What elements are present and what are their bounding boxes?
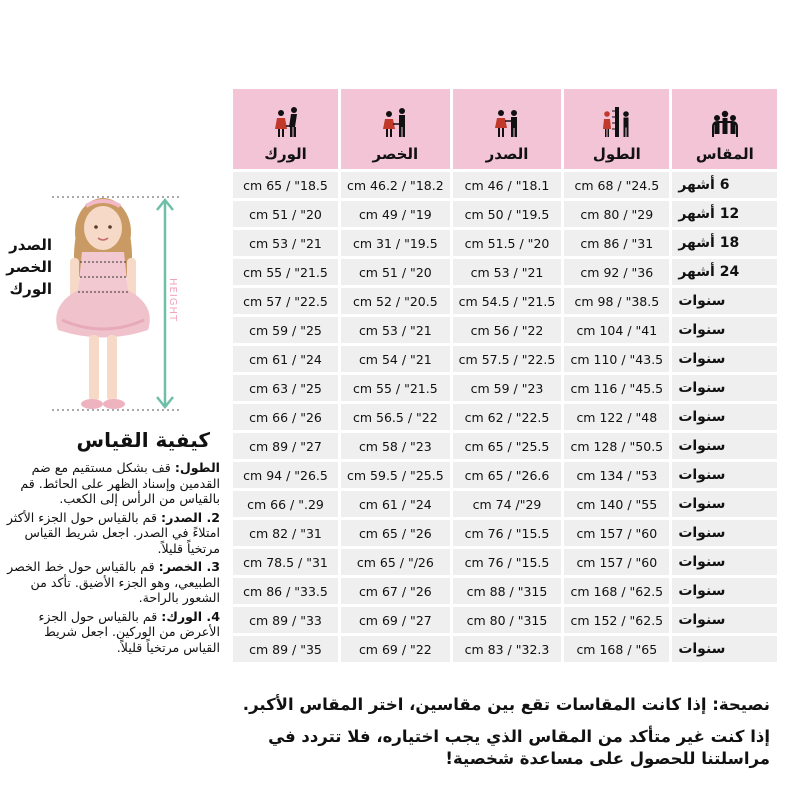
cell-height: 60" / 157 cm bbox=[564, 549, 669, 575]
instruction-step-chest bbox=[4, 510, 220, 557]
cell-size: 24 أشهر bbox=[672, 259, 777, 285]
cell-waist: 20" / 51 cm bbox=[341, 259, 450, 285]
tip-line-1: نصيحة: إذا كانت المقاسات تقع بين مقاسين، اختر المقاس الأكبر. bbox=[242, 695, 770, 714]
cell-chest: 15.5" / 76 cm bbox=[453, 549, 562, 575]
cell-height: 31" / 86 cm bbox=[564, 230, 669, 256]
table-row bbox=[233, 404, 777, 430]
cell-waist: 21" / 54 cm bbox=[341, 346, 450, 372]
cell-height: 36" / 92 cm bbox=[564, 259, 669, 285]
cell-chest: 32.3" / 83 cm bbox=[453, 636, 562, 662]
step-text: قف بشكل مستقيم مع ضم القدمين وإسناد الظهر على الحائط. قم بالقياس من الرأس إلى الكعب. bbox=[20, 460, 220, 506]
cell-hip: 31" / 78.5 cm bbox=[233, 549, 338, 575]
girl-figure-image bbox=[0, 180, 220, 420]
table-row bbox=[233, 433, 777, 459]
cell-waist: 21.5" / 55 cm bbox=[341, 375, 450, 401]
cell-chest: 21" / 53 cm bbox=[453, 259, 562, 285]
cell-hip: 29." / 66 cm bbox=[233, 491, 338, 517]
step-label: الطول: bbox=[174, 460, 220, 475]
cell-hip: 27" / 89 cm bbox=[233, 433, 338, 459]
cell-chest: 26.6" / 65 cm bbox=[453, 462, 562, 488]
cell-chest: 21.5" / 54.5 cm bbox=[453, 288, 562, 314]
cell-chest: 29"/ 74 cm bbox=[453, 491, 562, 517]
cell-chest: 23" / 59 cm bbox=[453, 375, 562, 401]
cell-waist: 20.5" / 52 cm bbox=[341, 288, 450, 314]
height-measure-icon bbox=[600, 105, 634, 139]
chest-measure-icon bbox=[490, 105, 524, 139]
cell-height: 62.5" / 168 cm bbox=[564, 578, 669, 604]
cell-chest: 22" / 56 cm bbox=[453, 317, 562, 343]
cell-waist: 22" / 69 cm bbox=[341, 636, 450, 662]
cell-height: 65" / 168 cm bbox=[564, 636, 669, 662]
instruction-step-height bbox=[4, 460, 220, 507]
cell-size: سنوات bbox=[672, 607, 777, 633]
cell-waist: 25.5" / 59.5 cm bbox=[341, 462, 450, 488]
cell-height: 43.5" / 110 cm bbox=[564, 346, 669, 372]
table-row bbox=[233, 636, 777, 662]
hip-measure-icon bbox=[269, 105, 303, 139]
table-row bbox=[233, 578, 777, 604]
cell-chest: 315" / 80 cm bbox=[453, 607, 562, 633]
cell-hip: 21" / 53 cm bbox=[233, 230, 338, 256]
cell-hip: 33" / 89 cm bbox=[233, 607, 338, 633]
waist-label: الخصر bbox=[6, 258, 52, 276]
cell-chest: 22.5" / 57.5 cm bbox=[453, 346, 562, 372]
header-waist: الخصر bbox=[341, 89, 450, 169]
table-row bbox=[233, 317, 777, 343]
table-row bbox=[233, 259, 777, 285]
cell-hip: 18.5" / 65 cm bbox=[233, 172, 338, 198]
instruction-step-hip bbox=[4, 609, 220, 656]
cell-height: 50.5" / 128 cm bbox=[564, 433, 669, 459]
table-row bbox=[233, 520, 777, 546]
cell-chest: 25.5" / 65 cm bbox=[453, 433, 562, 459]
table-row bbox=[233, 462, 777, 488]
cell-chest: 22.5" / 62 cm bbox=[453, 404, 562, 430]
cell-height: 48" / 122 cm bbox=[564, 404, 669, 430]
step-label: 4. الورك: bbox=[161, 608, 220, 624]
step-label: 2. الصدر: bbox=[161, 509, 220, 525]
instructions-title: كيفية القياس bbox=[76, 428, 210, 452]
table-header-row bbox=[233, 89, 777, 169]
cell-waist: 18.2" / 46.2 cm bbox=[341, 172, 450, 198]
table-row bbox=[233, 288, 777, 314]
cell-height: 38.5" / 98 cm bbox=[564, 288, 669, 314]
cell-size: 6 أشهر bbox=[672, 172, 777, 198]
cell-size: سنوات bbox=[672, 578, 777, 604]
cell-hip: 35" / 89 cm bbox=[233, 636, 338, 662]
table-row bbox=[233, 549, 777, 575]
cell-hip: 25" / 63 cm bbox=[233, 375, 338, 401]
table-row bbox=[233, 491, 777, 517]
cell-size: سنوات bbox=[672, 288, 777, 314]
cell-size: 18 أشهر bbox=[672, 230, 777, 256]
how-to-measure-section bbox=[4, 428, 220, 658]
cell-hip: 25" / 59 cm bbox=[233, 317, 338, 343]
cell-hip: 22.5" / 57 cm bbox=[233, 288, 338, 314]
table-row bbox=[233, 346, 777, 372]
cell-size: سنوات bbox=[672, 404, 777, 430]
instruction-step-waist bbox=[4, 559, 220, 606]
cell-height: 60" / 157 cm bbox=[564, 520, 669, 546]
cell-size: سنوات bbox=[672, 491, 777, 517]
family-size-icon bbox=[708, 105, 742, 139]
table-row bbox=[233, 375, 777, 401]
cell-height: 41" / 104 cm bbox=[564, 317, 669, 343]
cell-waist: 26" / 65 cm bbox=[341, 520, 450, 546]
cell-size: سنوات bbox=[672, 636, 777, 662]
cell-waist: 26" / 67 cm bbox=[341, 578, 450, 604]
cell-size: سنوات bbox=[672, 520, 777, 546]
cell-hip: 31" / 82 cm bbox=[233, 520, 338, 546]
hip-label: الورك bbox=[9, 280, 52, 298]
cell-size: سنوات bbox=[672, 549, 777, 575]
step-text: قم بالقياس حول خط الخصر الطبيعي، وهو الجزء الأضيق. تأكد من الشعور بالراحة. bbox=[7, 559, 220, 605]
cell-waist: 22" / 56.5 cm bbox=[341, 404, 450, 430]
tip-line-2: إذا كنت غير متأكد من المقاس الذي يجب اختياره، فلا تتردد في مراسلتنا للحصول على مساعدة شخصية! bbox=[268, 727, 770, 768]
cell-size: سنوات bbox=[672, 433, 777, 459]
header-hip: الورك bbox=[233, 89, 338, 169]
table-row bbox=[233, 230, 777, 256]
cell-height: 55" / 140 cm bbox=[564, 491, 669, 517]
table-row bbox=[233, 607, 777, 633]
cell-chest: 19.5" / 50 cm bbox=[453, 201, 562, 227]
cell-waist: 26/" / 65 cm bbox=[341, 549, 450, 575]
cell-waist: 21" / 53 cm bbox=[341, 317, 450, 343]
cell-chest: 20" / 51.5 cm bbox=[453, 230, 562, 256]
cell-height: 24.5" / 68 cm bbox=[564, 172, 669, 198]
cell-size: سنوات bbox=[672, 375, 777, 401]
measurement-illustration bbox=[0, 180, 220, 420]
cell-chest: 18.1" / 46 cm bbox=[453, 172, 562, 198]
cell-hip: 21.5" / 55 cm bbox=[233, 259, 338, 285]
cell-height: 29" / 80 cm bbox=[564, 201, 669, 227]
table-body bbox=[233, 172, 777, 662]
cell-hip: 24" / 61 cm bbox=[233, 346, 338, 372]
step-label: 3. الخصر: bbox=[158, 559, 220, 574]
height-axis-label: HEIGHT bbox=[167, 278, 178, 323]
sizing-tip bbox=[230, 694, 770, 780]
cell-height: 62.5" / 152 cm bbox=[564, 607, 669, 633]
cell-size: 12 أشهر bbox=[672, 201, 777, 227]
cell-hip: 26.5" / 94 cm bbox=[233, 462, 338, 488]
cell-height: 53" / 134 cm bbox=[564, 462, 669, 488]
table-row bbox=[233, 201, 777, 227]
step-text: قم بالقياس حول الجزء الأكثر امتلاءً في الصدر. اجعل شريط القياس مرتخياً قليلاً. bbox=[6, 509, 220, 556]
cell-chest: 15.5" / 76 cm bbox=[453, 520, 562, 546]
cell-hip: 20" / 51 cm bbox=[233, 201, 338, 227]
header-chest: الصدر bbox=[453, 89, 562, 169]
cell-hip: 33.5" / 86 cm bbox=[233, 578, 338, 604]
header-size: المقاس bbox=[672, 89, 777, 169]
header-height: الطول bbox=[564, 89, 669, 169]
chest-label: الصدر bbox=[9, 236, 52, 254]
cell-size: سنوات bbox=[672, 317, 777, 343]
cell-height: 45.5" / 116 cm bbox=[564, 375, 669, 401]
cell-waist: 23" / 58 cm bbox=[341, 433, 450, 459]
size-chart-table bbox=[230, 86, 780, 665]
cell-waist: 19" / 49 cm bbox=[341, 201, 450, 227]
table-row bbox=[233, 172, 777, 198]
step-text: قم بالقياس حول الجزء الأعرض من الوركين. اجعل شريط القياس مرتخياً قليلاً. bbox=[38, 608, 220, 655]
waist-measure-icon bbox=[378, 105, 412, 139]
cell-size: سنوات bbox=[672, 346, 777, 372]
cell-chest: 315" / 88 cm bbox=[453, 578, 562, 604]
cell-waist: 24" / 61 cm bbox=[341, 491, 450, 517]
cell-size: سنوات bbox=[672, 462, 777, 488]
cell-waist: 27" / 69 cm bbox=[341, 607, 450, 633]
cell-waist: 19.5" / 31 cm bbox=[341, 230, 450, 256]
cell-hip: 26" / 66 cm bbox=[233, 404, 338, 430]
